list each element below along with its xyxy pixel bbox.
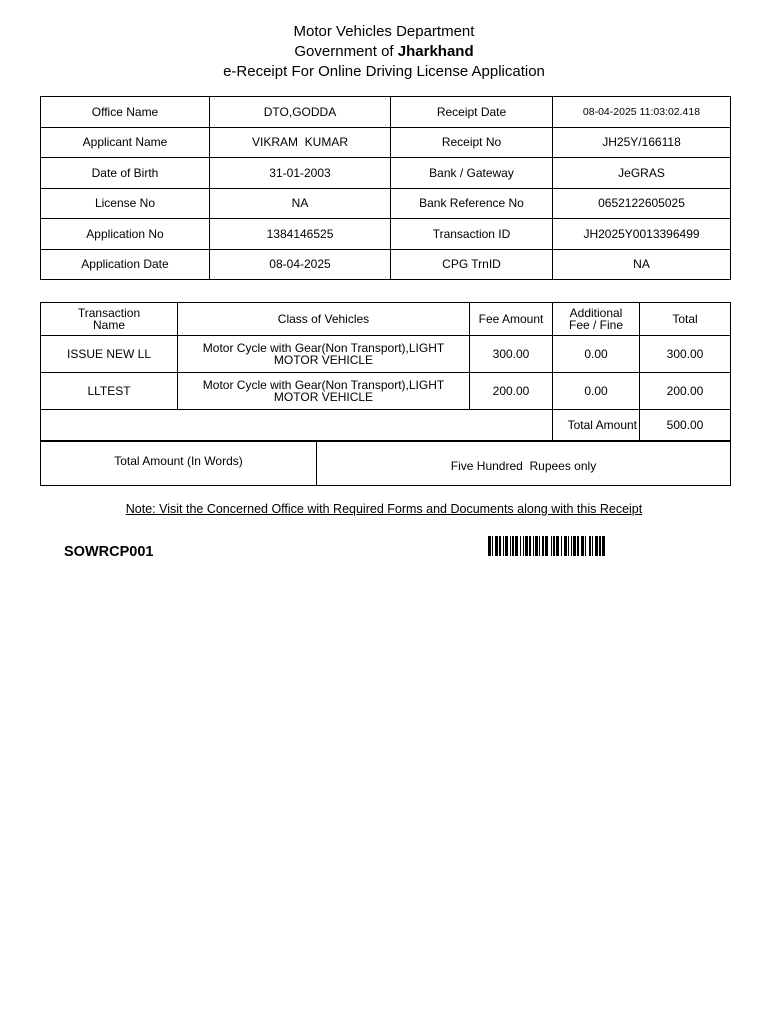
info-label: CPG TrnID	[391, 249, 553, 280]
form-code: SOWRCP001	[64, 544, 154, 560]
additional-fee-header: Additional Fee / Fine	[553, 303, 640, 336]
receipt-title: e-Receipt For Online Driving License Application	[223, 63, 545, 80]
info-value: JeGRAS	[553, 158, 731, 189]
fee-amount: 200.00	[470, 373, 553, 410]
info-row	[41, 127, 731, 158]
total-spacer	[41, 410, 553, 441]
info-label: License No	[41, 188, 210, 219]
government-prefix: Government of	[294, 43, 398, 60]
additional-fee: 0.00	[553, 373, 640, 410]
info-value: 1384146525	[210, 219, 391, 250]
info-label: Office Name	[41, 97, 210, 128]
fee-header-row	[41, 303, 731, 336]
fee-amount: 300.00	[470, 336, 553, 373]
receipt-header	[0, 22, 768, 82]
state-name: Jharkhand	[397, 43, 474, 60]
info-value: JH2025Y0013396499	[553, 219, 731, 250]
receipt-note: Note: Visit the Concerned Office with Required Forms and Documents along with this Receipt	[125, 502, 643, 516]
info-value: VIKRAM KUMAR	[210, 127, 391, 158]
total-amount-label: Total Amount	[553, 410, 640, 441]
info-row	[41, 249, 731, 280]
info-label: Bank Reference No	[391, 188, 553, 219]
info-label: Date of Birth	[41, 158, 210, 189]
fee-amount-header: Fee Amount	[470, 303, 553, 336]
amount-in-words-label: Total Amount (In Words)	[41, 442, 317, 486]
total-amount-row	[41, 410, 731, 441]
amount-in-words-row	[41, 442, 731, 486]
info-label: Bank / Gateway	[391, 158, 553, 189]
barcode-icon	[488, 536, 702, 556]
info-value: NA	[553, 249, 731, 280]
info-value: NA	[210, 188, 391, 219]
total-amount-value: 500.00	[640, 410, 731, 441]
additional-fee: 0.00	[553, 336, 640, 373]
row-total: 200.00	[640, 373, 731, 410]
info-row	[41, 158, 731, 189]
fee-row	[41, 336, 731, 373]
info-label: Transaction ID	[391, 219, 553, 250]
vehicle-classes: Motor Cycle with Gear(Non Transport),LIGHT MOTOR VEHICLE	[178, 373, 470, 410]
info-row	[41, 97, 731, 128]
info-row	[41, 219, 731, 250]
vehicle-classes: Motor Cycle with Gear(Non Transport),LIGHT MOTOR VEHICLE	[178, 336, 470, 373]
info-label: Application No	[41, 219, 210, 250]
info-value: JH25Y/166118	[553, 127, 731, 158]
amount-in-words-value: Five Hundred Rupees only	[317, 442, 731, 486]
info-label: Receipt No	[391, 127, 553, 158]
info-value: 08-04-2025 11:03:02.418	[553, 97, 731, 128]
amount-in-words-table	[40, 441, 731, 486]
info-label: Applicant Name	[41, 127, 210, 158]
info-row	[41, 188, 731, 219]
total-header: Total	[640, 303, 731, 336]
applicant-info-table	[40, 96, 731, 280]
info-label: Application Date	[41, 249, 210, 280]
info-value: 08-04-2025	[210, 249, 391, 280]
transaction-name: ISSUE NEW LL	[41, 336, 178, 373]
info-value: DTO,GODDA	[210, 97, 391, 128]
transaction-name-header: Transaction Name	[41, 303, 178, 336]
fee-row	[41, 373, 731, 410]
info-value: 0652122605025	[553, 188, 731, 219]
info-value: 31-01-2003	[210, 158, 391, 189]
government-line	[0, 42, 768, 62]
info-label: Receipt Date	[391, 97, 553, 128]
row-total: 300.00	[640, 336, 731, 373]
transaction-name: LLTEST	[41, 373, 178, 410]
fee-details-table	[40, 302, 731, 441]
class-of-vehicles-header: Class of Vehicles	[178, 303, 470, 336]
department-title: Motor Vehicles Department	[293, 23, 475, 40]
